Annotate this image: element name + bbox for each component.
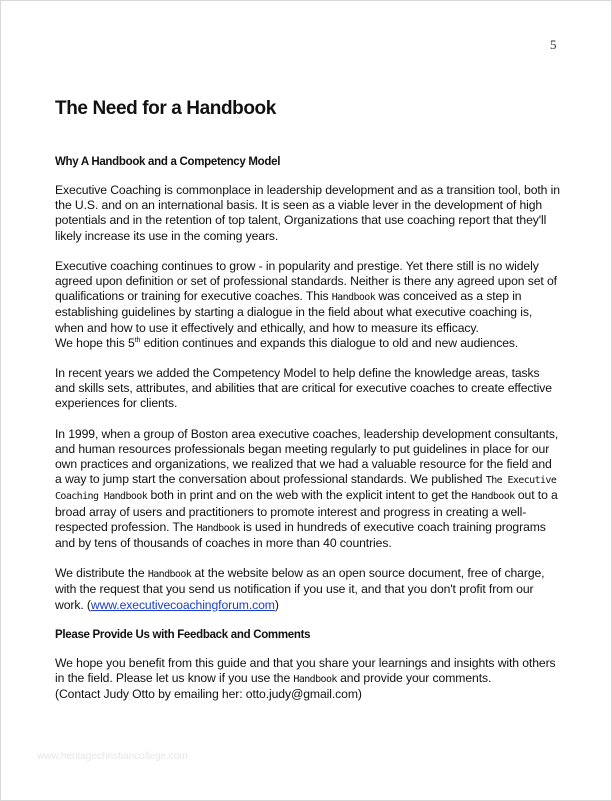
text-span: In 1999, when a group of Boston area executive coaches, leadership development consultants, and human resources professionals began meeting regularly to put guidelines in place for our own practices and organizations, we realized that we had a valuable resource for the field and a way to jump start the conversation about professional standards. We published [55, 426, 559, 487]
section-heading-feedback: Please Provide Us with Feedback and Comments [55, 628, 311, 641]
handbook-ref: Handbook [471, 491, 515, 503]
text-span: We hope you benefit from this guide and that you share your learnings and insights with others in the field. Please let us know if you use the [55, 655, 556, 686]
page-number: 5 [550, 37, 557, 52]
watermark: www.heritagechristiancollege.com [37, 751, 188, 762]
contact-line: (Contact Judy Otto by emailing her: otto.judy@gmail.com) [55, 687, 362, 702]
text-span: is used in hundreds of executive coach training programs and by tens of thousands of coaches in more than 40 countries. [55, 519, 546, 551]
page-content [55, 97, 561, 717]
paragraph-competency-model: In recent years we added the Competency Model to help define the knowledge areas, tasks and skills sets, attributes, and abilities that are critical for executive coaches to create effective experiences for clients. [55, 366, 552, 411]
text-span: and provide your comments. [336, 671, 492, 686]
text-span: We hope this 5 [55, 335, 135, 350]
text-span: out to a broad array of users and practitioners to promote interest and progress in creating a well-respected profession. The [55, 488, 558, 534]
text-span: ) [274, 597, 279, 612]
superscript-th: th [134, 336, 141, 344]
handbook-title-ref: The Executive Coaching Handbook [55, 475, 557, 503]
text-span: edition continues and expands this dialogue to old and new audiences. [140, 335, 519, 350]
handbook-ref: Handbook [147, 569, 192, 581]
paragraph-distribution [55, 566, 561, 613]
paragraph-feedback [55, 656, 561, 703]
website-link[interactable]: www.executivecoachingforum.com [90, 597, 275, 612]
handbook-ref: Handbook [196, 522, 240, 534]
text-span: We distribute the [55, 566, 148, 581]
text-span: both in print and on the web with the explicit intent to get the [147, 488, 472, 503]
text-span: Executive coaching continues to grow - in popularity and prestige. Yet there still is no widely agreed upon definition or set of professional standards. Neither is there any agreed upon set of qualifications or training for executive coaches. This [55, 258, 557, 304]
paragraph-history [55, 427, 561, 552]
page-title: The Need for a Handbook [55, 98, 276, 119]
section-heading-why: Why A Handbook and a Competency Model [55, 156, 281, 168]
text-span: at the website below as an open source document, free of charge, with the request that you send us notification if you use it, and that you don't profit from our work. ( [55, 566, 545, 612]
text-span: was conceived as a step in establishing guidelines by starting a dialogue in the field about what executive coaching is, when and how to use it effectively and ethically, and how to measure its efficacy. [55, 289, 533, 335]
paragraph-growth [55, 259, 561, 351]
handbook-ref: Handbook [331, 292, 376, 304]
handbook-ref: Handbook [293, 674, 337, 686]
paragraph-intro: Executive Coaching is commonplace in leadership development and as a transition tool, both in the U.S. and on an international basis. It is seen as a viable lever in the development of high potentials and in the retention of top talent, Organizations that use coaching report that they'll likely increase its use in the coming years. [55, 183, 560, 243]
